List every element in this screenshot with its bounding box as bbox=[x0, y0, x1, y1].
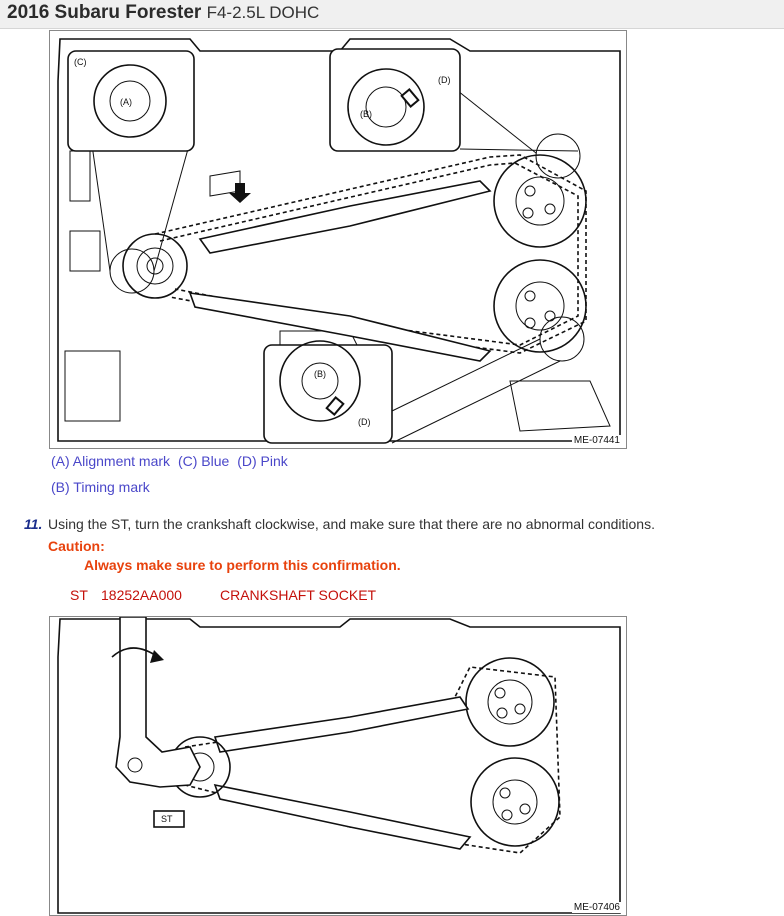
legend-row-1 bbox=[51, 453, 292, 469]
timing-chain-figure bbox=[49, 30, 627, 449]
step-number: 11. bbox=[24, 516, 43, 532]
vehicle-name: 2016 Subaru Forester bbox=[7, 2, 202, 23]
legend-row-2 bbox=[51, 479, 154, 495]
figure-code: ME-07441 bbox=[573, 435, 620, 446]
page-title bbox=[7, 2, 319, 24]
label-a: (A) bbox=[120, 97, 132, 107]
step-text: Using the ST, turn the crankshaft clockwise, and make sure that there are no abnormal conditions. bbox=[48, 516, 655, 532]
page-header bbox=[0, 0, 784, 29]
crankshaft-socket-figure bbox=[49, 616, 627, 916]
label-b-top: (B) bbox=[360, 109, 372, 119]
legend-timing-mark: (B) Timing mark bbox=[51, 479, 150, 495]
timing-chain-illustration bbox=[50, 31, 626, 448]
figure-code-2: ME-07406 bbox=[573, 902, 620, 913]
tool-st: ST bbox=[70, 587, 88, 603]
label-d-top: (D) bbox=[438, 75, 451, 85]
crankshaft-socket-illustration bbox=[50, 617, 626, 915]
legend-pink: (D) Pink bbox=[237, 453, 288, 469]
legend-alignment-mark: (A) Alignment mark bbox=[51, 453, 171, 469]
caution-text: Always make sure to perform this confirmation. bbox=[84, 557, 401, 573]
label-c-inset1: (C) bbox=[74, 57, 87, 67]
engine-name: F4-2.5L DOHC bbox=[206, 3, 320, 22]
label-d-bottom: (D) bbox=[358, 417, 371, 427]
caution-label: Caution: bbox=[48, 538, 105, 554]
legend-blue: (C) Blue bbox=[177, 453, 230, 469]
st-label: ST bbox=[161, 814, 173, 824]
label-b-bottom: (B) bbox=[314, 369, 326, 379]
tool-name: CRANKSHAFT SOCKET bbox=[220, 587, 377, 603]
tool-part-number: 18252AA000 bbox=[101, 587, 182, 603]
